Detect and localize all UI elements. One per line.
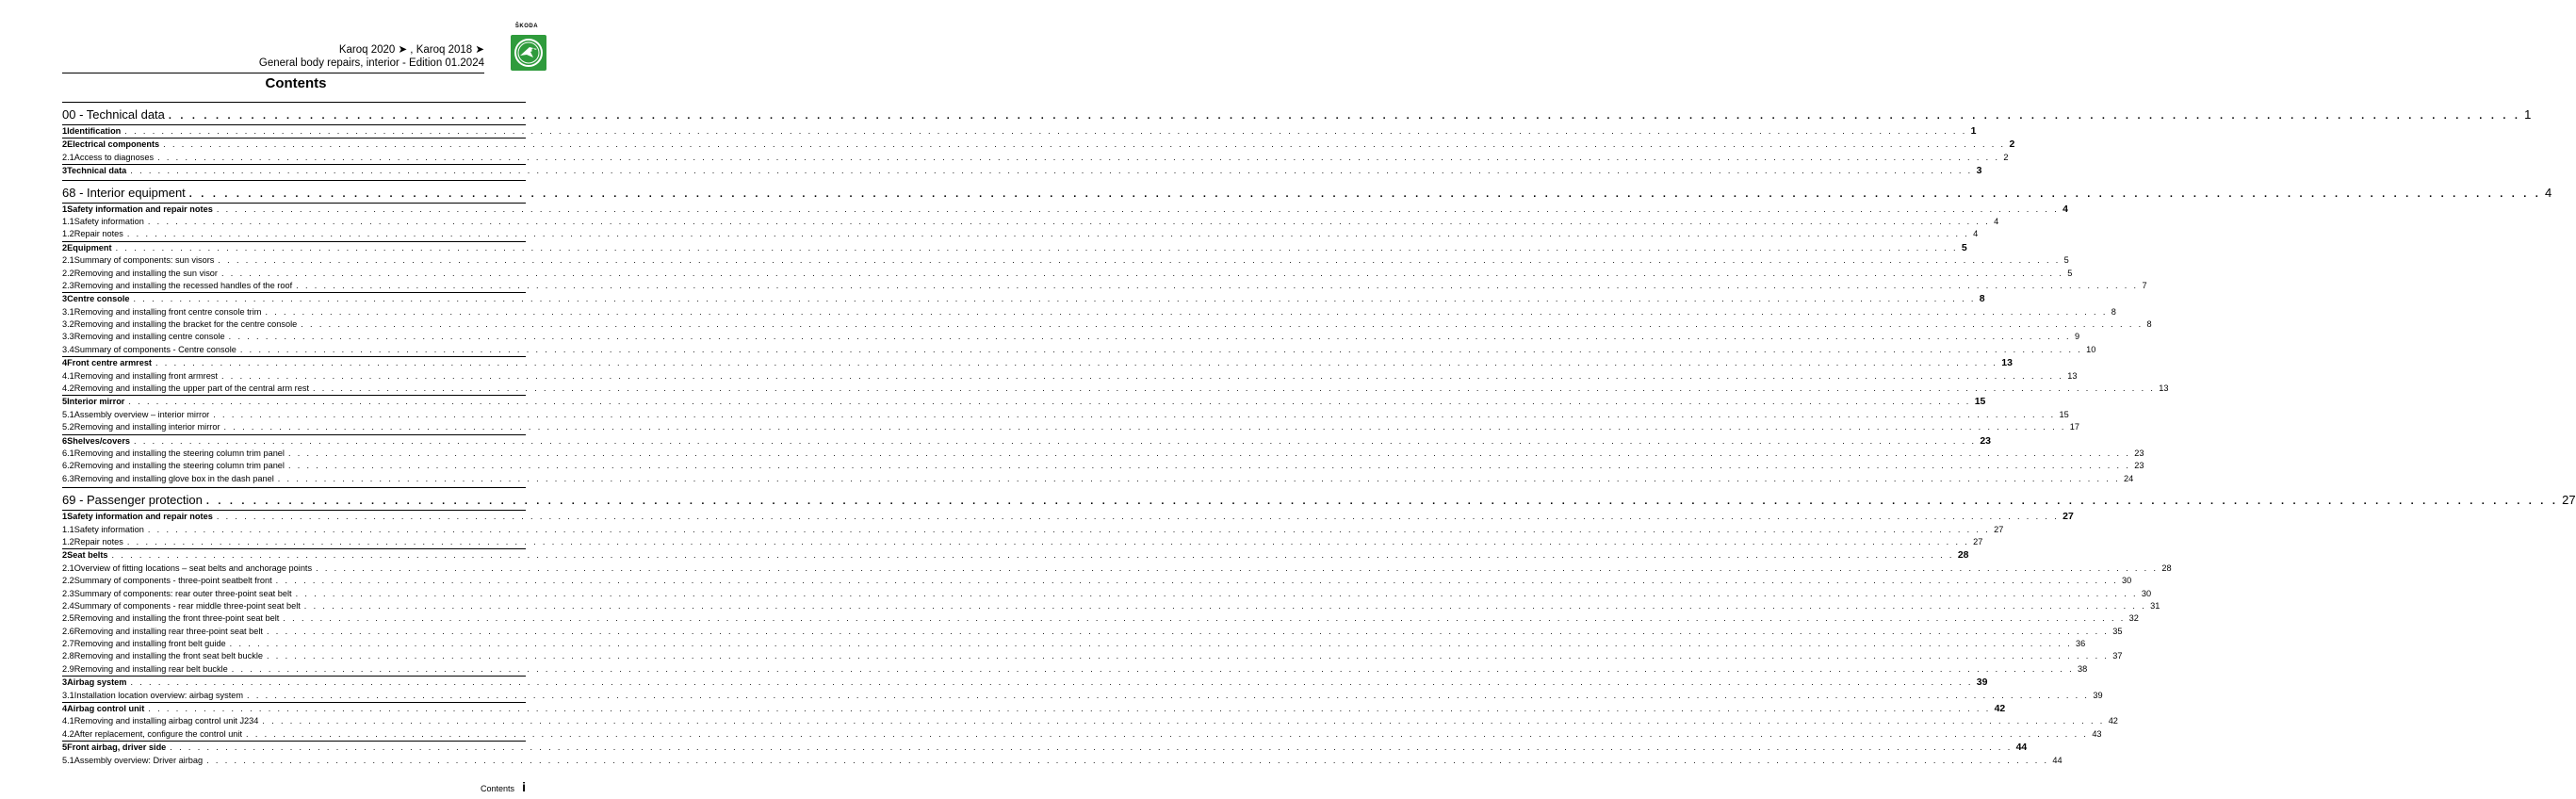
leader-dots: . . . . . . . . . . . . . . . . . . . . . . . . . . . . . . . . . . . . . . . . . . . . . . . . . . . . . . . . . . . . . . . . . . . . . . . . . . . . . . . . . . . . . . . . . . . . . . . . . . . . . . . . . . . . . . . . . . . . . . . . . . . . . . . . . . . . . . . . . . . . . . . . . . . . . . . . . . . . . . . . . . . . . . . . . . . . . . . . . . . . . . . . . . . . . . . . . . . . . . . . [223,422,2066,432]
toc-subsection-entry[interactable] [62,421,2080,433]
leader-dots: . . . . . . . . . . . . . . . . . . . . . . . . . . . . . . . . . . . . . . . . . . . . . . . . . . . . . . . . . . . . . . . . . . . . . . . . . . . . . . . . . . . . . . . . . . . . . . . . . . . . . . . . . . . . . . . . . . . . . . . . . . . . . . . . . . . . . . . . . . . . . . . . . . . . . . . . . . . . . . . . . . . . . . . . . . . . . . . . . . . . . . . . . . . . . . . . . . . . . . . . [266,626,2110,636]
entry-number: 5.2 [62,422,74,432]
page-title: Contents [265,75,327,91]
footer-section-label: Contents [480,784,514,793]
entry-number: 2.7 [62,639,74,649]
header-manual-line: General body repairs, interior - Edition 01.2024 [258,57,484,69]
toc-subsection-entry[interactable] [62,331,2080,343]
toc-section-heading[interactable] [62,742,2028,754]
entry-title: Removing and installing the front seat belt buckle [73,651,263,661]
entry-number: 2 [62,242,68,253]
entry-page: 42 [2108,716,2118,726]
entry-page: 4 [1994,216,1999,226]
toc-chapter-entry[interactable] [62,105,2532,124]
chapter-title: 69 - Passenger protection [62,493,203,508]
entry-page: 32 [2128,613,2139,624]
toc-section-group [62,741,2062,767]
toc-subsection-entry[interactable] [62,755,2062,767]
toc-section-heading[interactable] [62,139,2015,151]
entry-number: 2.4 [62,600,74,611]
toc-chapter-entry[interactable] [62,183,2552,203]
entry-number: 2.1 [62,255,74,266]
entry-title: Safety information and repair notes [67,204,213,214]
leader-dots: . . . . . . . . . . . . . . . . . . . . . . . . . . . . . . . . . . . . . . . . . . . . . . . . . . . . . . . . . . . . . . . . . . . . . . . . . . . . . . . . . . . . . . . . . . . . . . . . . . . . . . . . . . . . . . . . . . . . . . . . . . . . . . . . . . . . . . . . . . . . . . . . . . . . . . . . . . . . . . . . . . . . . . . . . . . . . . . . . . . . . . . . . . . . . . . . . . . . . . . . [220,268,2064,278]
entry-number: 1.1 [62,524,74,534]
chapter-page: 4 [2545,185,2552,200]
toc-section-group [62,138,2015,164]
toc-subsection-entry[interactable] [62,473,2134,485]
entry-title: Centre console [67,294,130,304]
entry-number: 1 [62,204,68,214]
header-model-line: Karoq 2020 ➤ , Karoq 2018 ➤ [338,44,484,56]
entry-title: Removing and installing the recessed handles of the roof [73,280,293,290]
entry-page: 8 [1979,293,1985,305]
entry-page: 39 [1976,677,1988,689]
toc-subsection-entry[interactable] [62,524,2004,536]
toc-subsection-entry[interactable] [62,409,2069,421]
chapter-page: 27 [2562,493,2576,508]
entry-number: 1.1 [62,216,74,226]
entry-title: Removing and installing the upper part of the central arm rest [73,383,309,394]
leader-dots: . . . . . . . . . . . . . . . . . . . . . . . . . . . . . . . . . . . . . . . . . . . . . . . . . . . . . . . . . . . . . . . . . . . . . . . . . . . . . . . . . . . . . . . . . . . . . . . . . . . . . . . . . . . . . . . . . . . . . . . . . . . . . . . . . . . . . . . . . . . . . . . . . . . . . . . . . . . . . . . . . . . . . . . . . . . . . . . . . . . . . . . . . . . . . . . . . . . . . . . . [287,448,2131,458]
entry-page: 13 [2067,370,2078,381]
toc-chapter [62,180,2552,486]
entry-page: 2 [2003,152,2009,162]
toc-subsection-entry[interactable] [62,216,1999,228]
toc-section-group [62,164,1982,177]
entry-title: Removing and installing centre console [73,332,225,342]
leader-dots: . . . . . . . . . . . . . . . . . . . . . . . . . . . . . . . . . . . . . . . . . . . . . . . . . . . . . . . . . . . . . . . . . . . . . . . . . . . . . . . . . . . . . . . . . . . . . . . . . . . . . . . . . . . . . . . . . . . . . . . . . . . . . . . . . . . . . . . . . . . . . . . . . . . . . . . . . . . . . . . . . . . . . . . . . . . . . . . . . . . . . . . . . . . . . . . . . . . . . . . . [134,435,1977,446]
toc-section-group [62,676,2103,702]
toc-section-heading[interactable] [62,396,1986,408]
entry-number: 2.3 [62,280,74,290]
leader-dots: . . . . . . . . . . . . . . . . . . . . . . . . . . . . . . . . . . . . . . . . . . . . . . . . . . . . . . . . . . . . . . . . . . . . . . . . . . . . . . . . . . . . . . . . . . . . . . . . . . . . . . . . . . . . . . . . . . . . . . . . . . . . . . . . . . . . . . . . . . . . . . . . . . . . . . . . . . . . . . . . . . . . . . . . . . . . . . . . . . . . . . . . . . . . . . . . . . . . . . . . [218,255,2061,266]
toc-section-group [62,292,2152,356]
entry-title: Removing and installing front belt guide [73,639,226,649]
entry-page: 10 [2086,344,2096,354]
leader-dots: . . . . . . . . . . . . . . . . . . . . . . . . . . . . . . . . . . . . . . . . . . . . . . . . . . . . . . . . . . . . . . . . . . . . . . . . . . . . . . . . . . . . . . . . . . . . . . . . . . . . . . . . . . . . . . . . . . . . . . . . . . . . . . . . . . . . . . . . . . . . . . . . . . . . . . . . . . . . . . . . . . . . . . . . . . . . . . . . . . . . . . . . . . . . . . . . . . . . . . . . [128,397,1971,407]
table-of-contents [62,102,2576,767]
toc-subsection-entry[interactable] [62,254,2069,267]
toc-subsection-entry[interactable] [62,268,2073,280]
entry-number: 3.4 [62,344,74,354]
leader-dots: . . . . . . . . . . . . . . . . . . . . . . . . . . . . . . . . . . . . . . . . . . . . . . . . . . . . . . . . . . . . . . . . . . . . . . . . . . . . . . . . . . . . . . . . . . . . . . . . . . . . . . . . . . . . . . . . . . . . . . . . . . . . . . . . . . . . . . . . . . . . . . . . . . . . . . . . . . . . . . . . . . . . . . . . . . . . . . . . . . . . . . . . . . . . . . . . . . . . . . . . [124,126,1967,136]
entry-title: Removing and installing rear belt buckle [73,663,228,674]
toc-section-group [62,124,1977,138]
entry-title: Summary of components - three-point seatbelt front [73,576,272,586]
toc-subsection-entry[interactable] [62,383,2169,395]
leader-dots: . . . . . . . . . . . . . . . . . . . . . . . . . . . . . . . . . . . . . . . . . . . . . . . . . . . . . . . . . . . . . . . . . . . . . . . . . . . . . . . . . . . . . . . . . . . . . . . . . . . . . . . . . . . . . . . . . . . . . . . . . . . . . . . . . . . . . . . . . . . . . . . . . . . . . . . . . . . . . . . . . . . . . . . . . . . . . . . . . . . . . . . . . . . . . . . . . . . . . . . . [247,690,2090,700]
entry-number: 2.2 [62,576,74,586]
entry-number: 4 [62,704,68,714]
entry-title: Removing and installing the sun visor [73,268,218,278]
entry-page: 9 [2074,332,2080,342]
toc-section-group [62,510,2074,548]
chapter-page: 1 [2524,107,2532,122]
entry-page: 13 [2001,357,2013,369]
entry-number: 6 [62,435,68,446]
entry-number: 2.2 [62,268,74,278]
entry-number: 2.9 [62,663,74,674]
entry-page: 17 [2069,422,2080,432]
toc-section-group [62,434,2144,486]
toc-subsection-entry[interactable] [62,650,2123,662]
entry-title: After replacement, configure the control unit [73,728,243,739]
leader-dots: . . . . . . . . . . . . . . . . . . . . . . . . . . . . . . . . . . . . . . . . . . . . . . . . . . . . . . . . . . . . . . . . . . . . . . . . . . . . . . . . . . . . . . . . . . . . . . . . . . . . . . . . . . . . . . . . . . . . . . . . . . . . . . . . . . . . . . . . . . . . . . . . . . . . . . . . . . . . . . . . . . . . . . . . . . . . . . . . . . . . . . . . . . . . . . . . . . . . . . . . [266,651,2110,661]
entry-number: 4.2 [62,383,74,394]
entry-title: Repair notes [73,229,123,239]
entry-page: 24 [2124,473,2134,483]
entry-page: 23 [2134,448,2144,458]
entry-title: Equipment [67,242,112,253]
leader-dots: . . . . . . . . . . . . . . . . . . . . . . . . . . . . . . . . . . . . . . . . . . . . . . . . . . . . . . . . . . . . . . . . . . . . . . . . . . . . . . . . . . . . . . . . . . . . . . . . . . . . . . . . . . . . . . . . . . . . . . . . . . . . . . . . . . . . . . . . . . . . . . . . . . . . . . . . . . . . . . . . . . . . . . . . . . . . . . . . . . . . . . . . . . . . . . . . . . . . . . . . [295,588,2138,598]
entry-number: 3.2 [62,319,74,330]
entry-page: 36 [2075,639,2086,649]
leader-dots: . . . . . . . . . . . . . . . . . . . . . . . . . . . . . . . . . . . . . . . . . . . . . . . . . . . . . . . . . . . . . . . . . . . . . . . . . . . . . . . . . . . . . . . . . . . . . . . . . . . . . . . . . . . . . . . . . . . . . . . . . . . . . . . . . . . . . . . . . . . . . . . . . . . . . . . . . . . . . . . . . . . . . . . . . . . . . . . . . . . . . . . . . . . . . . . . . . . . . . . . [246,728,2089,739]
entry-number: 2.5 [62,613,74,624]
entry-page: 39 [2093,690,2103,700]
leader-dots: . . . . . . . . . . . . . . . . . . . . . . . . . . . . . . . . . . . . . . . . . . . . . . . . . . . . . . . . . . . . . . . . . . . . . . . . . . . . . . . . . . . . . . . . . . . . . . . . . . . . . . . . . . . . . . . . . . . . . . . . . . . . . . . . . . . . . . . . . . . . . . . . . . . . . . . . . . . . . . . . . . . . . . . . . . . . . . . . . . . . . . . . . . . . . . . . . . . . . . . . [126,536,1970,546]
entry-title: Airbag system [67,677,127,688]
entry-page: 37 [2112,651,2123,661]
leader-dots: . . . . . . . . . . . . . . . . . . . . . . . . . . . . . . . . . . . . . . . . . . . . . . . . . . . . . . . . . . . . . . . . . . . . . . . . . . . . . . . . . . . . . . . . . . . . . . . . . . . . . . . . . . . . . . . . . . . . . . . . . . . . . . . . . . . . . . . . . . . . . . . . . . . . . . . . . . . . . . . . . . . . . . . . . . . . . . . . . . . . . . . . . . . . . . . . . . . . . . . . [205,496,2559,508]
entry-number: 4.2 [62,728,74,739]
entry-page: 38 [2078,663,2088,674]
toc-section-group [62,548,2172,676]
toc-chapter [62,102,2532,178]
skoda-logo-icon [511,35,546,71]
toc-subsection-entry[interactable] [62,728,2102,741]
toc-subsection-entry[interactable] [62,575,2132,587]
entry-number: 3.1 [62,306,74,317]
entry-page: 35 [2112,626,2123,636]
entry-title: Access to diagnoses [73,152,155,162]
entry-page: 43 [2092,728,2102,739]
leader-dots: . . . . . . . . . . . . . . . . . . . . . . . . . . . . . . . . . . . . . . . . . . . . . . . . . . . . . . . . . . . . . . . . . . . . . . . . . . . . . . . . . . . . . . . . . . . . . . . . . . . . . . . . . . . . . . . . . . . . . . . . . . . . . . . . . . . . . . . . . . . . . . . . . . . . . . . . . . . . . . . . . . . . . . . . . . . . . . . . . . . . . . . . . . . . . . . . . . . . . . . . [188,188,2542,200]
toc-subsection-entry[interactable] [62,152,2009,164]
page-header [0,0,565,75]
entry-number: 5.1 [62,755,74,765]
toc-subsection-entry[interactable] [62,563,2172,575]
entry-page: 3 [1976,165,1982,177]
leader-dots: . . . . . . . . . . . . . . . . . . . . . . . . . . . . . . . . . . . . . . . . . . . . . . . . . . . . . . . . . . . . . . . . . . . . . . . . . . . . . . . . . . . . . . . . . . . . . . . . . . . . . . . . . . . . . . . . . . . . . . . . . . . . . . . . . . . . . . . . . . . . . . . . . . . . . . . . . . . . . . . . . . . . . . . . . . . . . . . . . . . . . . . . . . . . . . . . . . . . . . . . [265,306,2108,317]
entry-number: 1.2 [62,536,74,546]
entry-number: 3 [62,166,68,176]
entry-page: 5 [1961,241,1967,253]
toc-section-heading[interactable] [62,293,1985,305]
toc-subsection-entry[interactable] [62,663,2088,676]
entry-page: 15 [2059,409,2069,419]
toc-section-heading[interactable] [62,511,2074,523]
entry-number: 3.3 [62,332,74,342]
toc-section-group [62,356,2169,395]
entry-title: Removing and installing the steering column trim panel [73,461,285,471]
entry-page: 42 [1994,703,2006,715]
entry-page: 44 [2015,742,2028,754]
toc-subsection-entry[interactable] [62,370,2078,383]
chapter-title: 00 - Technical data [62,107,165,122]
toc-subsection-entry[interactable] [62,318,2152,331]
entry-number: 5 [62,397,68,407]
toc-chapter [62,487,2576,767]
toc-section-heading[interactable] [62,549,1969,562]
chapter-title: 68 - Interior equipment [62,185,186,200]
entry-title: Removing and installing the steering column trim panel [73,448,285,458]
toc-section-group [62,241,2147,293]
entry-number: 2.1 [62,563,74,573]
entry-title: Identification [67,126,122,136]
leader-dots: . . . . . . . . . . . . . . . . . . . . . . . . . . . . . . . . . . . . . . . . . . . . . . . . . . . . . . . . . . . . . . . . . . . . . . . . . . . . . . . . . . . . . . . . . . . . . . . . . . . . . . . . . . . . . . . . . . . . . . . . . . . . . . . . . . . . . . . . . . . . . . . . . . . . . . . . . . . . . . . . . . . . . . . . . . . . . . . . . . . . . . . . . . . . . . . . . . . . . . . . [287,461,2131,471]
toc-subsection-entry[interactable] [62,280,2147,292]
entry-page: 27 [1973,536,1983,546]
entry-title: Overview of fitting locations – seat belts and anchorage points [73,563,313,573]
leader-dots: . . . . . . . . . . . . . . . . . . . . . . . . . . . . . . . . . . . . . . . . . . . . . . . . . . . . . . . . . . . . . . . . . . . . . . . . . . . . . . . . . . . . . . . . . . . . . . . . . . . . . . . . . . . . . . . . . . . . . . . . . . . . . . . . . . . . . . . . . . . . . . . . . . . . . . . . . . . . . . . . . . . . . . . . . . . . . . . . . . . . . . . . . . . . . . . . . . . . . . . . [313,383,2156,394]
entry-title: Removing and installing the front three-point seat belt [73,613,280,624]
leader-dots: . . . . . . . . . . . . . . . . . . . . . . . . . . . . . . . . . . . . . . . . . . . . . . . . . . . . . . . . . . . . . . . . . . . . . . . . . . . . . . . . . . . . . . . . . . . . . . . . . . . . . . . . . . . . . . . . . . . . . . . . . . . . . . . . . . . . . . . . . . . . . . . . . . . . . . . . . . . . . . . . . . . . . . . . . . . . . . . . . . . . . . . . . . . . . . . . . . . . . . . . [130,677,1973,688]
entry-page: 44 [2052,755,2062,765]
entry-number: 5.1 [62,409,74,419]
entry-page: 7 [2142,280,2147,290]
brand-wordmark: ŠKODA [514,24,539,29]
entry-page: 23 [1980,434,1992,447]
leader-dots: . . . . . . . . . . . . . . . . . . . . . . . . . . . . . . . . . . . . . . . . . . . . . . . . . . . . . . . . . . . . . . . . . . . . . . . . . . . . . . . . . . . . . . . . . . . . . . . . . . . . . . . . . . . . . . . . . . . . . . . . . . . . . . . . . . . . . . . . . . . . . . . . . . . . . . . . . . . . . . . . . . . . . . . . . . . . . . . . . . . . . . . . . . . . . . . . . . . . . . . . [213,409,2056,419]
entry-number: 4.1 [62,716,74,726]
leader-dots: . . . . . . . . . . . . . . . . . . . . . . . . . . . . . . . . . . . . . . . . . . . . . . . . . . . . . . . . . . . . . . . . . . . . . . . . . . . . . . . . . . . . . . . . . . . . . . . . . . . . . . . . . . . . . . . . . . . . . . . . . . . . . . . . . . . . . . . . . . . . . . . . . . . . . . . . . . . . . . . . . . . . . . . . . . . . . . . . . . . . . . . . . . . . . . . . . . . . . . . . [170,742,2013,753]
leader-dots: . . . . . . . . . . . . . . . . . . . . . . . . . . . . . . . . . . . . . . . . . . . . . . . . . . . . . . . . . . . . . . . . . . . . . . . . . . . . . . . . . . . . . . . . . . . . . . . . . . . . . . . . . . . . . . . . . . . . . . . . . . . . . . . . . . . . . . . . . . . . . . . . . . . . . . . . . . . . . . . . . . . . . . . . . . . . . . . . . . . . . . . . . . . . . . . . . . . . . . . . [157,152,2000,162]
entry-title: Summary of components - rear middle three-point seat belt [73,600,301,611]
entry-title: Safety information and repair notes [67,512,213,522]
toc-subsection-entry[interactable] [62,638,2086,650]
leader-dots: . . . . . . . . . . . . . . . . . . . . . . . . . . . . . . . . . . . . . . . . . . . . . . . . . . . . . . . . . . . . . . . . . . . . . . . . . . . . . . . . . . . . . . . . . . . . . . . . . . . . . . . . . . . . . . . . . . . . . . . . . . . . . . . . . . . . . . . . . . . . . . . . . . . . . . . . . . . . . . . . . . . . . . . . . . . . . . . . . . . . . . . . . . . . . . . . . . . . . . . . [133,294,1976,304]
toc-subsection-entry[interactable] [62,715,2118,727]
toc-subsection-entry[interactable] [62,460,2144,472]
entry-title: Removing and installing the bracket for the centre console [73,319,298,330]
entry-title: Removing and installing rear three-point seat belt [73,626,263,636]
entry-title: Seat belts [67,550,108,561]
entry-number: 4.1 [62,370,74,381]
entry-number: 5 [62,742,68,753]
leader-dots: . . . . . . . . . . . . . . . . . . . . . . . . . . . . . . . . . . . . . . . . . . . . . . . . . . . . . . . . . . . . . . . . . . . . . . . . . . . . . . . . . . . . . . . . . . . . . . . . . . . . . . . . . . . . . . . . . . . . . . . . . . . . . . . . . . . . . . . . . . . . . . . . . . . . . . . . . . . . . . . . . . . . . . . . . . . . . . . . . . . . . . . . . . . . . . . . . . . . . . . . [216,512,2060,522]
leader-dots: . . . . . . . . . . . . . . . . . . . . . . . . . . . . . . . . . . . . . . . . . . . . . . . . . . . . . . . . . . . . . . . . . . . . . . . . . . . . . . . . . . . . . . . . . . . . . . . . . . . . . . . . . . . . . . . . . . . . . . . . . . . . . . . . . . . . . . . . . . . . . . . . . . . . . . . . . . . . . . . . . . . . . . . . . . . . . . . . . . . . . . . . . . . . . . . . . . . . . . . . [111,550,1954,561]
entry-title: Airbag control unit [67,704,145,714]
leader-dots: . . . . . . . . . . . . . . . . . . . . . . . . . . . . . . . . . . . . . . . . . . . . . . . . . . . . . . . . . . . . . . . . . . . . . . . . . . . . . . . . . . . . . . . . . . . . . . . . . . . . . . . . . . . . . . . . . . . . . . . . . . . . . . . . . . . . . . . . . . . . . . . . . . . . . . . . . . . . . . . . . . . . . . . . . . . . . . . . . . . . . . . . . . . . . . . . . . . . . . . . [239,344,2083,354]
leader-dots: . . . . . . . . . . . . . . . . . . . . . . . . . . . . . . . . . . . . . . . . . . . . . . . . . . . . . . . . . . . . . . . . . . . . . . . . . . . . . . . . . . . . . . . . . . . . . . . . . . . . . . . . . . . . . . . . . . . . . . . . . . . . . . . . . . . . . . . . . . . . . . . . . . . . . . . . . . . . . . . . . . . . . . . . . . . . . . . . . . . . . . . . . . . . . . . . . . . . . . . . [283,613,2126,624]
entry-number: 2.3 [62,588,74,598]
leader-dots: . . . . . . . . . . . . . . . . . . . . . . . . . . . . . . . . . . . . . . . . . . . . . . . . . . . . . . . . . . . . . . . . . . . . . . . . . . . . . . . . . . . . . . . . . . . . . . . . . . . . . . . . . . . . . . . . . . . . . . . . . . . . . . . . . . . . . . . . . . . . . . . . . . . . . . . . . . . . . . . . . . . . . . . . . . . . . . . . . . . . . . . . . . . . . . . . . . . . . . . . [275,576,2118,586]
leader-dots: . . . . . . . . . . . . . . . . . . . . . . . . . . . . . . . . . . . . . . . . . . . . . . . . . . . . . . . . . . . . . . . . . . . . . . . . . . . . . . . . . . . . . . . . . . . . . . . . . . . . . . . . . . . . . . . . . . . . . . . . . . . . . . . . . . . . . . . . . . . . . . . . . . . . . . . . . . . . . . . . . . . . . . . . . . . . . . . . . . . . . . . . . . . . . . . . . . . . . . . . [115,242,1958,253]
leader-dots: . . . . . . . . . . . . . . . . . . . . . . . . . . . . . . . . . . . . . . . . . . . . . . . . . . . . . . . . . . . . . . . . . . . . . . . . . . . . . . . . . . . . . . . . . . . . . . . . . . . . . . . . . . . . . . . . . . . . . . . . . . . . . . . . . . . . . . . . . . . . . . . . . . . . . . . . . . . . . . . . . . . . . . . . . . . . . . . . . . . . . . . . . . . . . . . . . . . . . . . . [301,319,2144,330]
leader-dots: . . . . . . . . . . . . . . . . . . . . . . . . . . . . . . . . . . . . . . . . . . . . . . . . . . . . . . . . . . . . . . . . . . . . . . . . . . . . . . . . . . . . . . . . . . . . . . . . . . . . . . . . . . . . . . . . . . . . . . . . . . . . . . . . . . . . . . . . . . . . . . . . . . . . . . . . . . . . . . . . . . . . . . . . . . . . . . . . . . . . . . . . . . . . . . . . . . . . . . . . [163,139,2006,150]
entry-page: 28 [1957,549,1969,562]
toc-subsection-entry[interactable] [62,306,2116,318]
entry-number: 6.2 [62,461,74,471]
entry-number: 2 [62,139,68,150]
entry-title: Removing and installing airbag control unit J234 [73,716,259,726]
entry-title: Interior mirror [67,397,125,407]
entry-page: 27 [1994,524,2004,534]
entry-number: 2.1 [62,152,74,162]
entry-title: Installation location overview: airbag system [73,690,244,700]
leader-dots: . . . . . . . . . . . . . . . . . . . . . . . . . . . . . . . . . . . . . . . . . . . . . . . . . . . . . . . . . . . . . . . . . . . . . . . . . . . . . . . . . . . . . . . . . . . . . . . . . . . . . . . . . . . . . . . . . . . . . . . . . . . . . . . . . . . . . . . . . . . . . . . . . . . . . . . . . . . . . . . . . . . . . . . . . . . . . . . . . . . . . . . . . . . . . . . . . . . . . . . . [216,204,2060,214]
entry-number: 3.1 [62,690,74,700]
toc-subsection-entry[interactable] [62,690,2103,702]
entry-page: 4 [2062,203,2068,215]
leader-dots: . . . . . . . . . . . . . . . . . . . . . . . . . . . . . . . . . . . . . . . . . . . . . . . . . . . . . . . . . . . . . . . . . . . . . . . . . . . . . . . . . . . . . . . . . . . . . . . . . . . . . . . . . . . . . . . . . . . . . . . . . . . . . . . . . . . . . . . . . . . . . . . . . . . . . . . . . . . . . . . . . . . . . . . . . . . . . . . . . . . . . . . . . . . . . . . . . . . . . . . . [155,358,1998,368]
toc-chapter-entry[interactable] [62,490,2576,510]
toc-section-group [62,395,2080,433]
entry-title: Summary of components - Centre console [73,344,236,354]
leader-dots: . . . . . . . . . . . . . . . . . . . . . . . . . . . . . . . . . . . . . . . . . . . . . . . . . . . . . . . . . . . . . . . . . . . . . . . . . . . . . . . . . . . . . . . . . . . . . . . . . . . . . . . . . . . . . . . . . . . . . . . . . . . . . . . . . . . . . . . . . . . . . . . . . . . . . . . . . . . . . . . . . . . . . . . . . . . . . . . . . . . . . . . . . . . . . . . . . . . . . . . . [316,563,2159,573]
entry-title: Assembly overview: Driver airbag [73,755,204,765]
leader-dots: . . . . . . . . . . . . . . . . . . . . . . . . . . . . . . . . . . . . . . . . . . . . . . . . . . . . . . . . . . . . . . . . . . . . . . . . . . . . . . . . . . . . . . . . . . . . . . . . . . . . . . . . . . . . . . . . . . . . . . . . . . . . . . . . . . . . . . . . . . . . . . . . . . . . . . . . . . . . . . . . . . . . . . . . . . . . . . . . . . . . . . . . . . . . . . . . . . . . . . . . [126,229,1970,239]
entry-page: 5 [2063,255,2069,266]
entry-page: 8 [2146,319,2152,330]
entry-number: 3 [62,294,68,304]
entry-page: 30 [2141,588,2152,598]
toc-section-heading[interactable] [62,165,1982,177]
leader-dots: . . . . . . . . . . . . . . . . . . . . . . . . . . . . . . . . . . . . . . . . . . . . . . . . . . . . . . . . . . . . . . . . . . . . . . . . . . . . . . . . . . . . . . . . . . . . . . . . . . . . . . . . . . . . . . . . . . . . . . . . . . . . . . . . . . . . . . . . . . . . . . . . . . . . . . . . . . . . . . . . . . . . . . . . . . . . . . . . . . . . . . . . . . . . . . . . . . . . . . . . [220,370,2064,381]
entry-page: 23 [2134,461,2144,471]
entry-page: 28 [2161,563,2172,573]
toc-section-heading[interactable] [62,357,2013,369]
entry-title: Safety information [73,216,144,226]
leader-dots: . . . . . . . . . . . . . . . . . . . . . . . . . . . . . . . . . . . . . . . . . . . . . . . . . . . . . . . . . . . . . . . . . . . . . . . . . . . . . . . . . . . . . . . . . . . . . . . . . . . . . . . . . . . . . . . . . . . . . . . . . . . . . . . . . . . . . . . . . . . . . . . . . . . . . . . . . . . . . . . . . . . . . . . . . . . . . . . . . . . . . . . . . . . . . . . . . . . . . . . . [147,524,1991,534]
entry-title: Summary of components: sun visors [73,255,215,266]
entry-number: 1.2 [62,229,74,239]
entry-number: 4 [62,358,68,368]
entry-page: 15 [1974,396,1986,408]
entry-title: Front centre armrest [67,358,152,368]
entry-number: 6.1 [62,448,74,458]
toc-section-heading[interactable] [62,677,1988,689]
entry-number: 2 [62,550,68,561]
entry-title: Assembly overview – interior mirror [73,409,210,419]
entry-page: 1 [1970,125,1977,137]
leader-dots: . . . . . . . . . . . . . . . . . . . . . . . . . . . . . . . . . . . . . . . . . . . . . . . . . . . . . . . . . . . . . . . . . . . . . . . . . . . . . . . . . . . . . . . . . . . . . . . . . . . . . . . . . . . . . . . . . . . . . . . . . . . . . . . . . . . . . . . . . . . . . . . . . . . . . . . . . . . . . . . . . . . . . . . . . . . . . . . . . . . . . . . . . . . . . . . . . . . . . . . . [206,755,2049,765]
entry-page: 31 [2150,600,2160,611]
entry-title: Front airbag, driver side [67,742,167,753]
toc-section-heading[interactable] [62,203,2068,216]
leader-dots: . . . . . . . . . . . . . . . . . . . . . . . . . . . . . . . . . . . . . . . . . . . . . . . . . . . . . . . . . . . . . . . . . . . . . . . . . . . . . . . . . . . . . . . . . . . . . . . . . . . . . . . . . . . . . . . . . . . . . . . . . . . . . . . . . . . . . . . . . . . . . . . . . . . . . . . . . . . . . . . . . . . . . . . . . . . . . . . . . . . . . . . . . . . . . . . . . . . . . . . . [296,280,2139,290]
leader-dots: . . . . . . . . . . . . . . . . . . . . . . . . . . . . . . . . . . . . . . . . . . . . . . . . . . . . . . . . . . . . . . . . . . . . . . . . . . . . . . . . . . . . . . . . . . . . . . . . . . . . . . . . . . . . . . . . . . . . . . . . . . . . . . . . . . . . . . . . . . . . . . . . . . . . . . . . . . . . . . . . . . . . . . . . . . . . . . . . . . . . . . . . . . . . . . . . . . . . . . . . [148,704,1991,714]
toc-section-group [62,203,2068,241]
entry-page: 4 [1973,229,1979,239]
toc-subsection-entry[interactable] [62,448,2144,460]
toc-subsection-entry[interactable] [62,612,2139,625]
toc-section-heading[interactable] [62,703,2006,715]
entry-title: Summary of components: rear outer three-point seat belt [73,588,292,598]
entry-page: 30 [2121,576,2132,586]
footer-page-number: i [522,779,526,794]
toc-subsection-entry[interactable] [62,536,1983,548]
entry-title: Removing and installing front centre console trim [73,306,262,317]
leader-dots: . . . . . . . . . . . . . . . . . . . . . . . . . . . . . . . . . . . . . . . . . . . . . . . . . . . . . . . . . . . . . . . . . . . . . . . . . . . . . . . . . . . . . . . . . . . . . . . . . . . . . . . . . . . . . . . . . . . . . . . . . . . . . . . . . . . . . . . . . . . . . . . . . . . . . . . . . . . . . . . . . . . . . . . . . . . . . . . . . . . . . . . . . . . . . . . . . . . . . . . . [262,716,2105,726]
entry-number: 2.6 [62,626,74,636]
toc-section-group [62,702,2118,741]
entry-number: 2.8 [62,651,74,661]
entry-number: 1 [62,126,68,136]
entry-page: 13 [2159,383,2169,394]
toc-subsection-entry[interactable] [62,344,2096,356]
toc-section-heading[interactable] [62,125,1977,138]
entry-title: Safety information [73,524,144,534]
entry-page: 8 [2111,306,2116,317]
leader-dots: . . . . . . . . . . . . . . . . . . . . . . . . . . . . . . . . . . . . . . . . . . . . . . . . . . . . . . . . . . . . . . . . . . . . . . . . . . . . . . . . . . . . . . . . . . . . . . . . . . . . . . . . . . . . . . . . . . . . . . . . . . . . . . . . . . . . . . . . . . . . . . . . . . . . . . . . . . . . . . . . . . . . . . . . . . . . . . . . . . . . . . . . . . . . . . . . . . . . . . . . [229,639,2072,649]
entry-page: 5 [2067,268,2073,278]
entry-title: Shelves/covers [67,435,131,446]
entry-page: 27 [2062,511,2074,523]
toc-subsection-entry[interactable] [62,588,2152,600]
leader-dots: . . . . . . . . . . . . . . . . . . . . . . . . . . . . . . . . . . . . . . . . . . . . . . . . . . . . . . . . . . . . . . . . . . . . . . . . . . . . . . . . . . . . . . . . . . . . . . . . . . . . . . . . . . . . . . . . . . . . . . . . . . . . . . . . . . . . . . . . . . . . . . . . . . . . . . . . . . . . . . . . . . . . . . . . . . . . . . . . . . . . . . . . . . . . . . . . . . . . . . . . [168,110,2521,122]
entry-title: Technical data [67,166,127,176]
entry-title: Removing and installing glove box in the dash panel [73,473,274,483]
toc-subsection-entry[interactable] [62,228,1979,240]
entry-title: Removing and installing front armrest [73,370,218,381]
entry-title: Removing and installing interior mirror [73,422,220,432]
leader-dots: . . . . . . . . . . . . . . . . . . . . . . . . . . . . . . . . . . . . . . . . . . . . . . . . . . . . . . . . . . . . . . . . . . . . . . . . . . . . . . . . . . . . . . . . . . . . . . . . . . . . . . . . . . . . . . . . . . . . . . . . . . . . . . . . . . . . . . . . . . . . . . . . . . . . . . . . . . . . . . . . . . . . . . . . . . . . . . . . . . . . . . . . . . . . . . . . . . . . . . . . [130,166,1973,176]
entry-title: Electrical components [67,139,160,150]
leader-dots: . . . . . . . . . . . . . . . . . . . . . . . . . . . . . . . . . . . . . . . . . . . . . . . . . . . . . . . . . . . . . . . . . . . . . . . . . . . . . . . . . . . . . . . . . . . . . . . . . . . . . . . . . . . . . . . . . . . . . . . . . . . . . . . . . . . . . . . . . . . . . . . . . . . . . . . . . . . . . . . . . . . . . . . . . . . . . . . . . . . . . . . . . . . . . . . . . . . . . . . . [147,216,1991,226]
leader-dots: . . . . . . . . . . . . . . . . . . . . . . . . . . . . . . . . . . . . . . . . . . . . . . . . . . . . . . . . . . . . . . . . . . . . . . . . . . . . . . . . . . . . . . . . . . . . . . . . . . . . . . . . . . . . . . . . . . . . . . . . . . . . . . . . . . . . . . . . . . . . . . . . . . . . . . . . . . . . . . . . . . . . . . . . . . . . . . . . . . . . . . . . . . . . . . . . . . . . . . . . [228,332,2071,342]
entry-page: 2 [2009,139,2015,151]
toc-section-heading[interactable] [62,241,1967,254]
leader-dots: . . . . . . . . . . . . . . . . . . . . . . . . . . . . . . . . . . . . . . . . . . . . . . . . . . . . . . . . . . . . . . . . . . . . . . . . . . . . . . . . . . . . . . . . . . . . . . . . . . . . . . . . . . . . . . . . . . . . . . . . . . . . . . . . . . . . . . . . . . . . . . . . . . . . . . . . . . . . . . . . . . . . . . . . . . . . . . . . . . . . . . . . . . . . . . . . . . . . . . . . [277,473,2121,483]
toc-subsection-entry[interactable] [62,600,2160,612]
leader-dots: . . . . . . . . . . . . . . . . . . . . . . . . . . . . . . . . . . . . . . . . . . . . . . . . . . . . . . . . . . . . . . . . . . . . . . . . . . . . . . . . . . . . . . . . . . . . . . . . . . . . . . . . . . . . . . . . . . . . . . . . . . . . . . . . . . . . . . . . . . . . . . . . . . . . . . . . . . . . . . . . . . . . . . . . . . . . . . . . . . . . . . . . . . . . . . . . . . . . . . . . [231,663,2074,674]
entry-number: 6.3 [62,473,74,483]
toc-subsection-entry[interactable] [62,626,2123,638]
entry-title: Repair notes [73,536,123,546]
leader-dots: . . . . . . . . . . . . . . . . . . . . . . . . . . . . . . . . . . . . . . . . . . . . . . . . . . . . . . . . . . . . . . . . . . . . . . . . . . . . . . . . . . . . . . . . . . . . . . . . . . . . . . . . . . . . . . . . . . . . . . . . . . . . . . . . . . . . . . . . . . . . . . . . . . . . . . . . . . . . . . . . . . . . . . . . . . . . . . . . . . . . . . . . . . . . . . . . . . . . . . . . [303,600,2147,611]
entry-number: 3 [62,677,68,688]
entry-number: 1 [62,512,68,522]
toc-section-heading[interactable] [62,434,1992,448]
